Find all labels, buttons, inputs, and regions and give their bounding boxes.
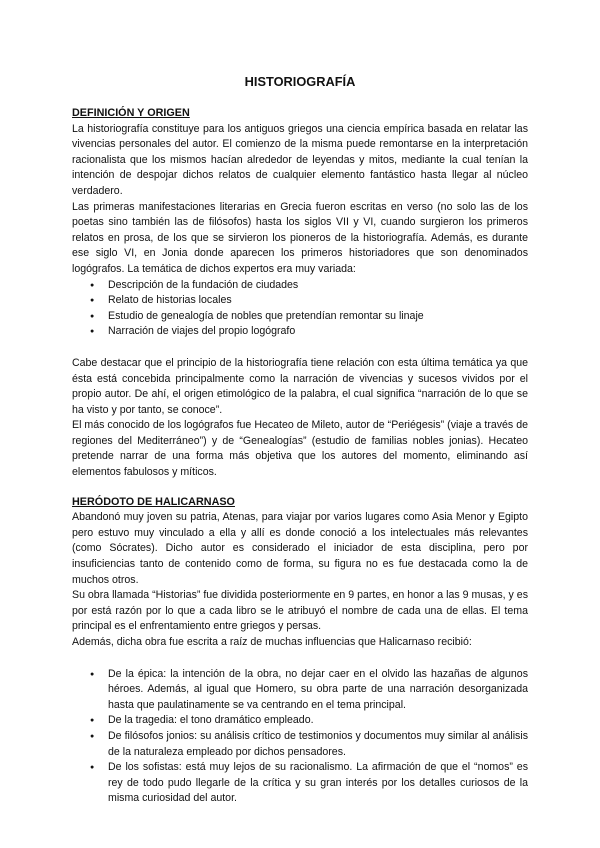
list-item: ● De filósofos jonios: su análisis crítico de testimonios y documentos muy similar al análisis de la naturaleza empleado por dichos pensadores. [72, 729, 528, 760]
paragraph: La historiografía constituye para los antiguos griegos una ciencia empírica basada en relatar las vivencias personales del autor. El comienzo de la misma puede remontarse en la interpretación racionalista que los mismos hacían alrededor de leyendas y mitos, mediante la cual tenían la intención de despojar dichos relatos de cualquier elemento fantástico hasta llegar al núcleo verdadero. [72, 122, 528, 197]
bullet-list-influencias [72, 667, 528, 807]
list-item: ● De la tragedia: el tono dramático empleado. [72, 713, 528, 729]
list-item: ● Relato de historias locales [72, 293, 528, 309]
spacer [72, 651, 528, 667]
paragraph: El más conocido de los logógrafos fue Hecateo de Mileto, autor de “Periégesis” (viaje a través de regiones del Mediterráneo”) y de “Genealogías” (estudio de familias nobles jonias). Hecateo pretende narrar de una forma más objetiva que los autores del momento, eliminando así elementos fabulosos y míticos. [72, 419, 528, 479]
page-title: HISTORIOGRAFÍA [244, 74, 356, 89]
paragraph: Su obra llamada “Historias” fue dividida posteriormente en 9 partes, en honor a las 9 musas, y es por está razón por lo que a cada libro se le atribuyó el nombre de cada una de ellas. El tema principal es el enfrentamiento entre griegos y persas. [72, 589, 528, 633]
list-item: ● Descripción de la fundación de ciudades [72, 278, 528, 294]
paragraph: Las primeras manifestaciones literarias en Grecia fueron escritas en verso (no solo las de los poetas sino también las de filósofos) hasta los siglos VII y VI, cuando surgieron los primeros relatos en prosa, de los que se sirvieron los pioneros de la historiografía. Además, es durante ese siglo VI, en Jonia donde aparecen los primeros historiadores que son denominados logógrafos. La temática de dichos expertos era muy variada: [72, 200, 528, 275]
list-item: ● Estudio de genealogía de nobles que pretendían remontar su linaje [72, 309, 528, 325]
paragraph: Además, dicha obra fue escrita a raíz de muchas influencias que Halicarnaso recibió: [72, 636, 472, 648]
bullet-list-tematica [72, 278, 528, 340]
spacer [72, 340, 528, 356]
list-item: ● De la épica: la intención de la obra, no dejar caer en el olvido las hazañas de algunos héroes. Además, al igual que Homero, su obra parte de una narración desorganizada hasta que paulatinamente se va centrando en el tema principal. [72, 667, 528, 714]
section-heading-herodoto: HERÓDOTO DE HALICARNASO [72, 495, 235, 508]
spacer [72, 481, 528, 495]
paragraph: Cabe destacar que el principio de la historiografía tiene relación con esta última temática ya que ésta está concebida principalmente como la narración de vivencias y sucesos vividos por el propio autor. De ahí, el origen etimológico de la palabra, el cual significa “narración de lo que se ha visto y por tanto, se conoce”. [72, 356, 528, 416]
list-item: ● Narración de viajes del propio logógrafo [72, 324, 528, 340]
section-heading-definicion: DEFINICIÓN Y ORIGEN [72, 107, 190, 119]
list-item: ● De los sofistas: está muy lejos de su racionalismo. La afirmación de que el “nomos” es rey de todo pudo llegarle de la crítica y su gran interés por los detalles curiosos de la misma curiosidad del autor. [72, 760, 528, 807]
paragraph: Abandonó muy joven su patria, Atenas, para viajar por varios lugares como Asia Menor y Egipto pero estuvo muy vinculado a ella y allí es donde conoció a los intelectuales más relevantes (como Sócrates). Dicho autor es considerado el iniciador de esta disciplina, pero por insuficiencias tanto de contenido como de forma, su figura no es fue destacada como la de muchos otros. [72, 511, 528, 586]
